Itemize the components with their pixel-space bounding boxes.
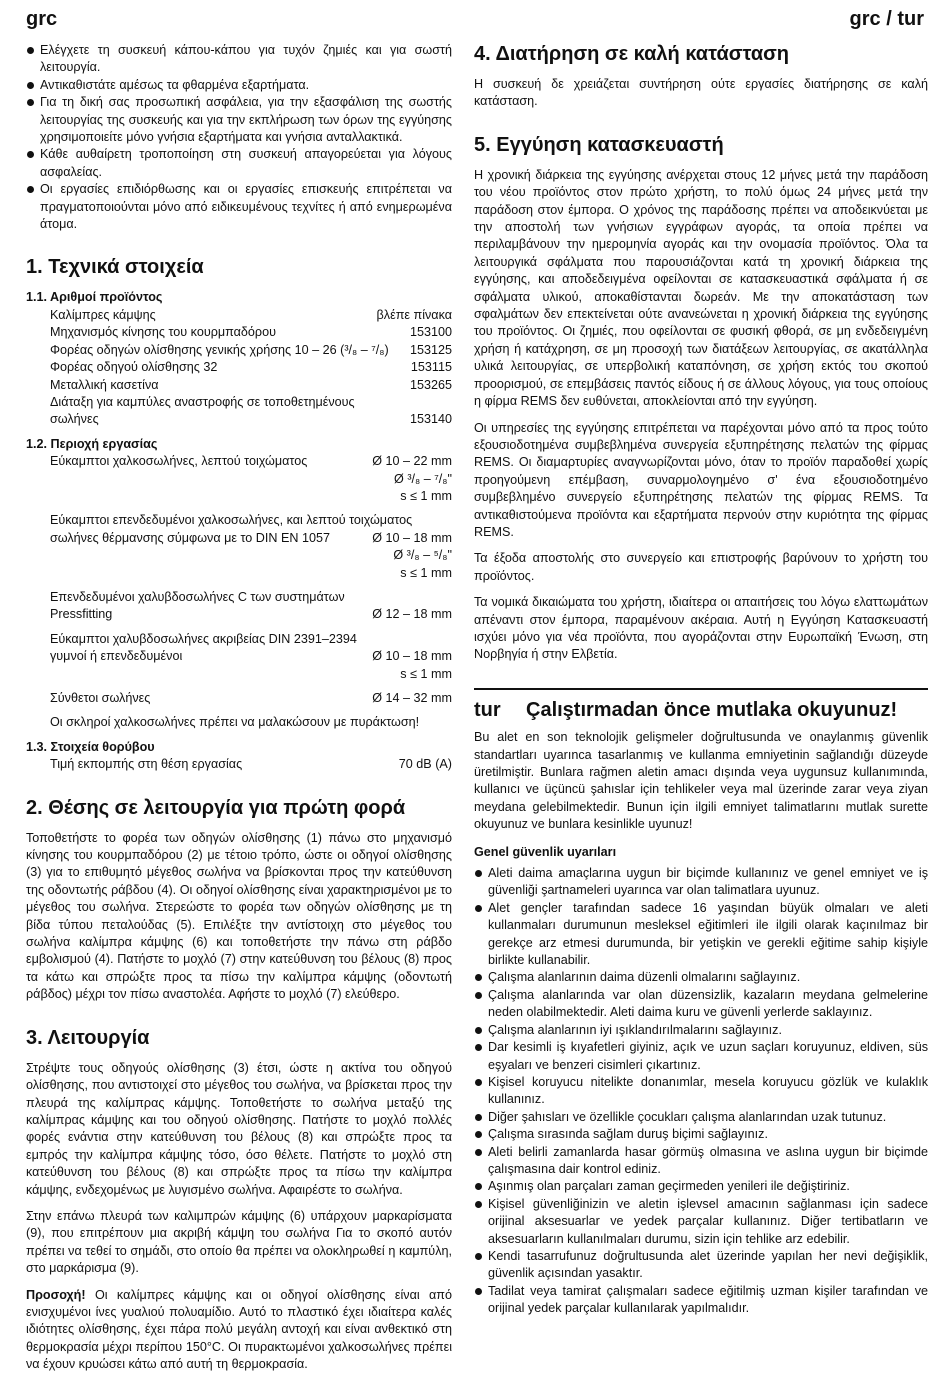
subsection-title-noise: 1.3. Στοιχεία θορύβου <box>26 739 155 754</box>
paragraph: Στρέψτε τους οδηγούς ολίσθησης (3) έτσι, ώστε η ακτίνα του οδηγού ολίσθησης, που αντιστοιχεί στο μέγεθος του σωλήνα, να βρίσκεται προς την πλευρά της καλίμπρας κάμψης. Τοποθετήστε το σωλήνα μεταξύ της καλίμπρας κάμψης και του οδηγού ολίσθησης. Πατήστε το μοχλό πολλές φορές ενάντια στην κατεύθυνση του βέλους (8) και σπρώξτε προς τα εμπρός την καλίμπρα κάμψης τόσο, όσο θέλετε. Πατήστε το μοχλό στη κατεύθυνση του βέλους (8) και σπρώξτε προς τα πίσω την καλίμπρα κάμψης, ενδεχομένως με λυγισμένο σωλήνα. Αφαιρέστε το σωλήνα. <box>26 1060 452 1197</box>
maintenance-bullet-list <box>26 42 452 233</box>
list-item: Kişisel koruyucu nitelikte donanımlar, mesela koruyucu gözlük ve kulaklık kullanınız. <box>474 1074 928 1109</box>
list-item: Tadilat veya tamirat çalışmaları sadece eğitilmiş uzman kişiler tarafından ve orijinal yedek parçalar kullanılarak yapılmalıdır. <box>474 1283 928 1318</box>
spec-value: Ø 14 – 32 mm <box>372 691 452 705</box>
list-item: Ελέγχετε τη συσκευή κάπου-κάπου για τυχόν ζημιές και για σωστή λειτουργία. <box>26 42 452 77</box>
turkish-section-header <box>474 698 928 721</box>
spec-value: Ø 10 – 18 mm <box>372 649 452 664</box>
spec-value: s ≤ 1 mm <box>400 565 452 580</box>
left-column <box>26 42 452 1383</box>
spec-label: Εύκαμπτοι χαλκοσωλήνες, λεπτού τοιχώματος <box>50 454 308 469</box>
spec-label: Μηχανισμός κίνησης του κουρμπαδόρου <box>50 325 276 340</box>
spec-value: Ø 10 – 22 mm <box>372 454 452 469</box>
spec-label: Εύκαμπτοι χαλυβδοσωλήνες ακριβείας DIN 2391–2394 <box>50 631 357 646</box>
list-item: Aşınmış olan parçaları zaman geçirmeden yenileri ile değiştiriniz. <box>474 1178 928 1195</box>
page-header-language: grc <box>26 8 58 30</box>
safety-bullet-list <box>474 865 928 1318</box>
spec-value: 153100 <box>409 325 452 340</box>
subsection-title-working-range: 1.2. Περιοχή εργασίας <box>26 436 158 451</box>
list-item: Κάθε αυθαίρετη τροποποίηση στη συσκευή απαγορεύεται για λόγους ασφαλείας. <box>26 146 452 181</box>
list-item: Çalışma alanlarında var olan düzensizlik, kazaların meydana gelmelerine neden olabilmektedir. Aleti daima kuru ve güvenli yerlerde saklayınız. <box>474 987 928 1022</box>
spec-row <box>26 359 452 376</box>
warning-label: Προσοχή! <box>26 1287 86 1302</box>
spec-label: σωλήνες <box>50 412 99 427</box>
section-title-operation: 3. Λειτουργία <box>26 1026 150 1049</box>
right-column <box>474 42 928 1318</box>
paragraph: Οι υπηρεσίες της εγγύησης επιτρέπεται να παρέχονται μόνο από τα προς τούτο εξουσιοδοτημένα συμβεβλημένα συνεργεία εξυπηρέτησης πελατών της φίρμας REMS. Οι διαμαρτυρίες αναγνωρίζονται μόνο, όταν το προϊόν παραδοθεί χωρίς προηγούμενη επέμβαση, συναρμολογημένο σ' ένα εξουσιοδοτημένο συμβεβλημένο συνεργείο εξυπηρέτησης πελατών της φίρμας REMS. Τα αντικαθιστούμενα προϊόντα και εξαρτήματα περνούν στην κυριότητα της φίρμας REMS. <box>474 420 928 539</box>
paragraph: Η χρονική διάρκεια της εγγύησης ανέρχεται στους 12 μήνες μετά την παράδοση του νέου προϊόντος στον πρώτο χρήστη, το πολύ όμως 24 μήνες μετά την παράδοση στον έμπορα. Ο χρόνος της παράδοσης πρέπει να αποδεικνύεται με την αποστολή των γνήσιων εγγράφων αγοράς, τα οποία πρέπει να περιλαμβάνουν την ημερομηνία αγοράς και την ονομασία προϊόντος. Όλα τα λειτουργικά σφάλματα που παρουσιάζονται κατά τη χρονική διάρκεια της εγγύησης, και αποδεδειγμένα οφείλονται σε κατασκευαστικά σφάλματα ή σε σφάλματα υλικού, αποκαθίστανται δωρεάν. Με την αποκατάσταση των σφαλμάτων δεν επεκτείνεται ούτε ανανεώνεται η χρονική διάρκεια της εγγύησης του προϊόντος. Οι ζημιές, που οφείλονται σε φυσική φθορά, σε μη ενδεδειγμένη χρήση ή κατάχρηση, σε μη προσοχή των διατάξεων λειτουργίας, σε ακατάλληλα υλικά λειτουργίας, σε υπερβολική καταπόνηση, σε χρήση εκτός του σκοπού προορισμού, σε επεμβάσεις παντός είδους ή σε άλλους λόγους, για τους οποίους η φίρμα REMS δεν ευθύνεται, αποκλείονται από την εγγύηση. <box>474 167 928 409</box>
spec-label: Μεταλλική κασετίνα <box>50 377 159 392</box>
spec-row <box>26 606 452 623</box>
list-item: Alet gençler tarafından sadece 16 yaşından büyük olmaları ve aleti kullanmaları durumunun mesleksel eğitimleri ile ilgili olarak kaçınılmaz bir gerekçe arz etmesi durumunda, bir yetişkin ve gerekli eğitime sahip kişiyle birlikte kullanabilir. <box>474 900 928 970</box>
spec-value: 153115 <box>410 360 452 375</box>
section-title-commissioning: 2. Θέσης σε λειτουργία για πρώτη φορά <box>26 796 406 819</box>
list-item: Για τη δική σας προσωπική ασφάλεια, για την εξασφάλιση της σωστής λειτουργίας της συσκευής και για την εκπλήρωση των όρων της εγγύησης χρησιμοποιείτε μόνο γνήσια εξαρτήματα και γνήσια ανταλλακτικά. <box>26 94 452 146</box>
spec-row <box>26 648 452 665</box>
spec-value: Ø 10 – 18 mm <box>372 530 452 545</box>
spec-label: Pressfitting <box>50 607 113 622</box>
section-title-maintenance: 4. Διατήρηση σε καλή κατάσταση <box>474 43 790 65</box>
spec-value: 153125 <box>409 342 452 357</box>
paragraph: Τοποθετήστε το φορέα των οδηγών ολίσθησης (1) πάνω στο μηχανισμό κίνησης του κουρμπαδόρου (2) με τέτοιο τρόπο, ώστε οι οδηγοί ολίσθησης (3) για το επιθυμητό μέγεθος σωλήνα να βρίσκονται προς την κατεύθυνση της οδοντωτής ράβδου (4). Οι οδηγοί ολίσθησης είναι χαρακτηρισμένοι με το μέγεθος του σωλήνα. Στερεώστε το φορέα των οδηγών ολίσθησης με τη βίδα τύπου πεταλούδας (5). Επιλέξτε την αντίστοιχη στο μέγεθος του σωλήνα καλίμπρα κάμψης (6) και τοποθετήστε την πάνω στη ράβδο εμβολισμού (4). Πατήστε το μοχλό (7) στην κατεύθυνση του βέλους (8) προς τα κάτω και σπρώξτε προς τα πίσω την καλίμπρα κάμψης (οδοντωτή ράβδος) μέχρι τον πίσω αναστολέα. Αφήστε το μοχλό (7) ελεύθερο. <box>26 830 452 1002</box>
spec-label: γυμνοί ή επενδεδυμένοι <box>50 649 183 664</box>
spec-row <box>26 324 452 341</box>
spec-value: 153265 <box>409 377 452 392</box>
spec-label: σωλήνες θέρμανσης σύμφωνα με το DIN EN 1057 <box>50 530 330 545</box>
spec-row <box>26 377 452 394</box>
spec-label: Σύνθετοι σωλήνες <box>50 691 151 705</box>
spec-value: βλέπε πίνακα <box>376 307 452 322</box>
spec-value: 153140 <box>409 412 452 427</box>
spec-row <box>26 690 452 707</box>
warning-text: Οι καλίμπρες κάμψης και οι οδηγοί ολίσθησης είναι από ενισχυμένοι ίνες γυαλιού πολυαμίδιο. Αυτό το πλαστικό έχει ιδιαίτερα καλές ιδιότητες ολίσθησης, έχει πάρα πολύ μεγάλη αντοχή και είναι ανθεκτικό στη θερμοκρασία μέχρι περίπου 150°C. Οι πυρακτωμένοι χαλκοσωλήνες πρέπει να έχουν κρυώσει κάτω από αυτή τη θερμοκρασία. <box>26 1287 452 1372</box>
spec-label: Καλίμπρες κάμψης <box>50 307 156 322</box>
subsection-title-safety: Genel güvenlik uyarıları <box>474 844 617 859</box>
subsection-title-article-numbers: 1.1. Αριθμοί προϊόντος <box>26 290 163 305</box>
spec-label: Φορέας οδηγού ολίσθησης 32 <box>50 360 218 375</box>
section-divider <box>474 688 928 690</box>
section-title-warranty: 5. Εγγύηση κατασκευαστή <box>474 133 724 156</box>
list-item: Çalışma alanlarının iyi ışıklandırılmalarını sağlayınız. <box>474 1022 928 1039</box>
spec-label: Φορέας οδηγών ολίσθησης γενικής χρήσης 10 – 26 (³/₈ – ⁷/₈) <box>50 342 389 357</box>
paragraph: Bu alet en son teknolojik gelişmeler doğrultusunda ve onaylanmış güvenlik standartları uyarınca tasarlanmış ve kullanma emniyetinin sağlandığı düzeyde üretilmiştir. Bunlara rağmen aletin amacı dışında veya uygunsuz kullanımında, kullanıcı ve üçüncü şahıslar için tehlikeler veya mal üzerinde zarar veya ziyan meydana gelebilmektedir. Bunun için ilgili emniyet talimatlarını mutlak surette okuyunuz ve bunlara kesinlikle uyunuz! <box>474 730 928 832</box>
spec-label: Επενδεδυμένοι χαλυβδοσωλήνες C των συστημάτων <box>50 589 345 604</box>
list-item: Kendi tasarrufunuz doğrultusunda alet üzerinde yapılan her nevi değişiklik, güvenlik açısından yasaktır. <box>474 1248 928 1283</box>
spec-row <box>26 530 452 547</box>
list-item: Dar kesimli iş kıyafetleri giyiniz, açık ve uzun saçları koruyunuz, eldiven, süs eşyaları ve benzeri cisimleri çıkartınız. <box>474 1039 928 1074</box>
spec-row <box>26 342 452 359</box>
spec-row <box>26 453 452 470</box>
warning-paragraph <box>26 1287 452 1374</box>
spec-label: Διάταξη για καμπύλες αναστροφής σε τοποθετημένους <box>50 394 355 409</box>
list-item: Οι εργασίες επιδιόρθωσης και οι εργασίες επισκευής επιτρέπεται να πραγματοποιούνται μόνο από ειδικευμένους τεχνίτες ή από ενημερωμένα άτομα. <box>26 181 452 233</box>
spec-value: s ≤ 1 mm <box>400 666 452 681</box>
spec-row <box>26 307 452 324</box>
language-code: tur <box>474 698 501 721</box>
list-item: Çalışma alanlarının daima düzenli olmalarını sağlayınız. <box>474 969 928 986</box>
spec-value: Ø ³/₈ – ⁷/₈" <box>394 471 452 486</box>
list-item: Kişisel güvenliğinizin ve aletin işlevsel amacının sağlanması için sadece orijinal aksesuarlar ve yedek parçalar kullanınız. Diğer tertibatların ve aksesuarların kullanılmaları durumu, sizin için tehlike arz edebilir. <box>474 1196 928 1248</box>
paragraph: Στην επάνω πλευρά των καλιμπρών κάμψης (6) υπάρχουν μαρκαρίσματα (9), που επιτρέπουν μια ακριβή κάμψη του σωλήνα Για το σκοπό αυτόν πρέπει να τεθεί το σημάδι, στο οποίο θα πρέπει να ολοκληρωθεί η καμπύλη, στο μαρκάρισμα (9). <box>26 1208 452 1276</box>
list-item: Diğer şahısları ve özellikle çocukları çalışma alanlarından uzak tutunuz. <box>474 1109 928 1126</box>
list-item: Aleti daima amaçlarına uygun bir biçimde kullanınız ve genel emniyet ve iş güvenliği şartnameleri uyarınca var olan talimatlara uyunuz. <box>474 865 928 900</box>
section-title-technical-data: 1. Τεχνικά στοιχεία <box>26 256 204 279</box>
list-item: Aleti belirli zamanlarda hasar görmüş olmasına ve aslına uygun bir biçimde çalışmasına dair kontrol ediniz. <box>474 1144 928 1179</box>
paragraph: Τα νομικά δικαιώματα του χρήστη, ιδιαίτερα οι απαιτήσεις του λόγω ελαττωμάτων απέναντι στον έμπορα, παραμένουν ακέραια. Αυτή η Εγγύηση Κατασκευαστή ισχύει μόνο για νέα προϊόντα, που αγοράζονται στην Ευρωπαϊκή Ένωση, στη Νορβηγία ή στην Ελβετία. <box>474 595 928 662</box>
spec-value: Ø 12 – 18 mm <box>372 607 452 622</box>
list-item: Çalışma sırasında sağlam duruş biçimi sağlayınız. <box>474 1126 928 1143</box>
spec-row <box>26 411 452 428</box>
spec-value: 70 dB (A) <box>398 757 452 772</box>
spec-label: Εύκαμπτοι επενδεδυμένοι χαλκοσωλήνες, και λεπτού τοιχώματος <box>50 513 413 528</box>
spec-value: s ≤ 1 mm <box>400 488 452 503</box>
paragraph: Τα έξοδα αποστολής στο συνεργείο και επιστροφής βαρύνουν το χρήστη του προϊόντος. <box>474 551 928 583</box>
turkish-section-title: Çalıştırmadan önce mutlaka okuyunuz! <box>526 698 898 721</box>
spec-value: Ø ³/₈ – ⁵/₈" <box>393 548 452 563</box>
spec-label: Τιμή εκπομπής στη θέση εργασίας <box>50 757 243 772</box>
annealing-note: Οι σκληροί χαλκοσωλήνες πρέπει να μαλακώσουν με πυράκτωση! <box>50 715 420 730</box>
page-header-languages: grc / tur <box>849 8 924 30</box>
list-item: Αντικαθιστάτε αμέσως τα φθαρμένα εξαρτήματα. <box>26 77 452 94</box>
spec-row <box>26 756 452 773</box>
paragraph: Η συσκευή δε χρειάζεται συντήρηση ούτε εργασίες διατήρησης σε καλή κατάσταση. <box>474 77 928 109</box>
